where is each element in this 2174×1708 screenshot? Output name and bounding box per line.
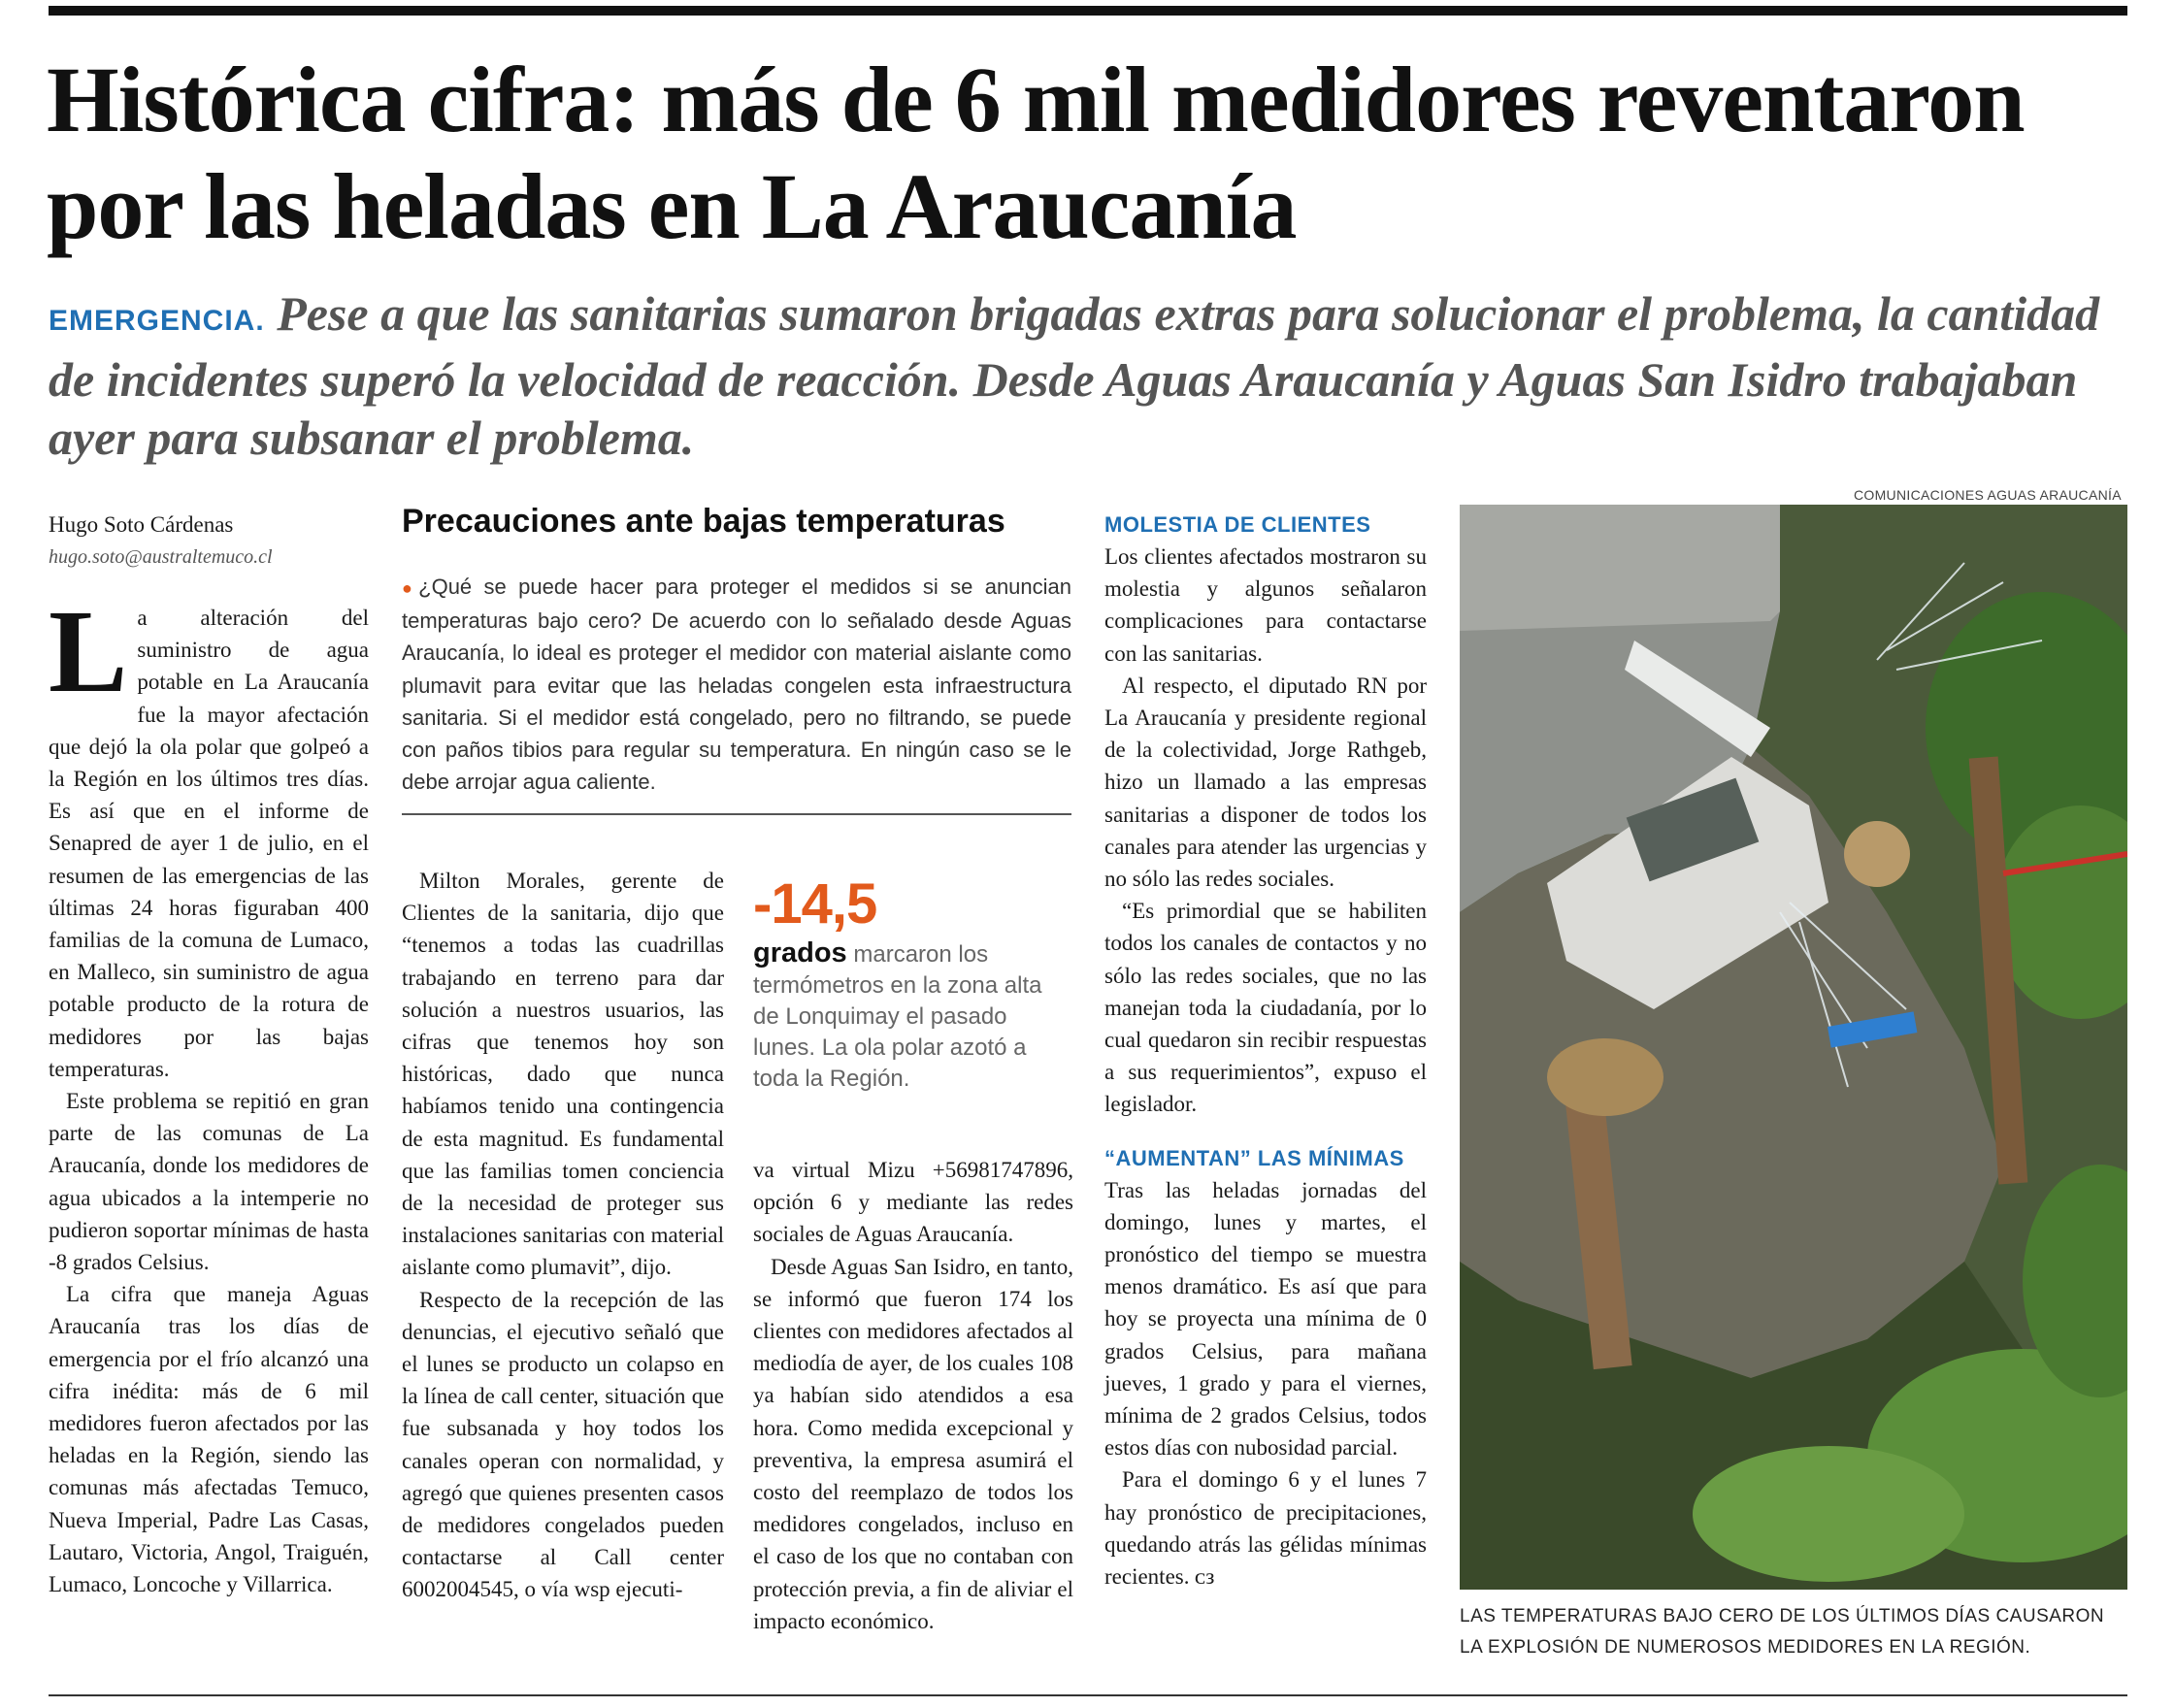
col2-paragraph-2: Respecto de la recepción de las denuncias, el ejecutivo señaló que el lunes se producto un colapso en la línea de call center, situación que fue subsanada y hoy todos los canales operan con normalidad, y agregó que quienes presenten casos de medidores congelados pueden contactarse al Call center 6002004545, o vía wsp ejecuti- (402, 1287, 724, 1602)
column-3 (753, 1154, 1073, 1637)
col4-paragraph-2: Al respecto, el diputado RN por La Araucanía y presidente regional de la colectividad, Jorge Rathgeb, hizo un llamado a las empresas sanitarias a disponer de todos los canales para atender las urgencias y no sólo las redes sociales. (1104, 673, 1427, 892)
headline: Histórica cifra: más de 6 mil medidores reventaron por las heladas en La Araucanía (47, 48, 2025, 258)
col1-paragraph-2: Este problema se repitió en gran parte de las comunas de La Araucanía, donde los medidores de agua ubicados a la intemperie no pudieron soportar mínimas de hasta -8 grados Celsius. (49, 1089, 369, 1275)
photo-credit: COMUNICACIONES AGUAS ARAUCANÍA (1854, 487, 2122, 503)
col1-paragraph-3: La cifra que maneja Aguas Araucanía tras los días de emergencia por el frío alcanzó una cifra inédita: más de 6 mil medidores fueron afectados por las heladas en la Región, siendo las comunas más afectadas Temuco, Nueva Imperial, Padre Las Casas, Lautaro, Victoria, Angol, Traiguén, Lumaco, Loncoche y Villarrica. (49, 1282, 369, 1597)
byline-author: Hugo Soto Cárdenas (49, 512, 234, 537)
water-meter-photo (1460, 505, 2127, 1590)
col4-paragraph-5 (1104, 1463, 1427, 1593)
photo-caption: LAS TEMPERATURAS BAJO CERO DE LOS ÚLTIMOS DÍAS CAUSARON LA EXPLOSIÓN DE NUMEROSOS MEDIDORES EN LA REGIÓN. (1460, 1606, 2105, 1658)
stat-description: marcaron los termómetros en la zona alta de Lonquimay el pasado lunes. La ola polar azotó a toda la Región. (753, 941, 1042, 1092)
col4-p5-text: Para el domingo 6 y el lunes 7 hay pronóstico de precipitaciones, quedando atrás las gélidas mínimas recientes. (1104, 1467, 1427, 1590)
subhead-molestia: MOLESTIA DE CLIENTES (1104, 512, 1371, 537)
col2-paragraph-1: Milton Morales, gerente de Clientes de la sanitaria, dijo que “tenemos a todas las cuadrillas trabajando en terreno para dar solución a nuestros usuarios, las cifras que tenemos hoy son históricas, dado que nunca habíamos tenido una contingencia de esta magnitud. Es fundamental que las familias tomen conciencia de la necesidad de proteger sus instalaciones sanitarias con material aislante como plumavit”, dijo. (402, 869, 724, 1280)
byline-email: hugo.soto@australtemuco.cl (49, 546, 273, 568)
box-body: ¿Qué se puede hacer para proteger el medidos si se anuncian temperaturas bajo cero? De acuerdo con lo señalado desde Aguas Araucanía, lo ideal es proteger el medidor con material aislante como plumavit para evitar que las heladas congelen esta infraestructura sanitaria. Si el medidor está congelado, pero no filtrando, se puede con paños tibios para regular su temperatura. En ningún caso se le debe arrojar agua caliente. (402, 575, 1072, 795)
col4-paragraph-4: Tras las heladas jornadas del domingo, lunes y martes, el pronóstico del tiempo se muestra menos dramático. Es así que para hoy se proyecta una mínima de 0 grados Celsius, para mañana jueves, 1 grado y para el viernes, mínima de 2 grados Celsius, todos estos días con nubosidad parcial. (1104, 1177, 1427, 1461)
column-1 (49, 509, 369, 1600)
stat-number: -14,5 (753, 872, 877, 936)
end-mark-icon: ᴄᴈ (1195, 1564, 1215, 1590)
lede (49, 284, 2125, 467)
photo-illustration (1460, 505, 2127, 1590)
dropcap: L (49, 586, 128, 717)
col3-paragraph-2: Desde Aguas San Isidro, en tanto, se informó que fueron 174 los clientes con medidores afectados al mediodía de ayer, de los cuales 108 ya habían sido atendidos a esa hora. Como medida excepcional y preventiva, la empresa asumirá el costo del reemplazo de todos los medidores congelados, incluso en el caso de los que no contaban con protección previa, a fin de aliviar el impacto económico. (753, 1254, 1073, 1633)
stat-unit: grados (753, 937, 847, 969)
subhead-aumentan: “AUMENTAN” LAS MÍNIMAS (1104, 1145, 1404, 1170)
top-rule (49, 6, 2127, 16)
box-divider (402, 813, 1071, 815)
stat-text (753, 937, 1073, 1095)
col4-paragraph-3: “Es primordial que se habiliten todos los canales de contactos y no sólo las redes sociales, que no las manejan toda la ciudadanía, por lo cual quedaron sin recibir respuestas a sus requerimientos”, expuso el legislador. (1104, 899, 1427, 1117)
lede-kicker: EMERGENCIA. (49, 305, 265, 337)
col3-paragraph-1: va virtual Mizu +56981747896, opción 6 y mediante las redes sociales de Aguas Araucanía. (753, 1158, 1073, 1247)
bottom-rule (49, 1694, 2127, 1696)
col1-p1-text: a alteración del suministro de agua potable en La Araucanía fue la mayor afectación que dejó la ola polar que golpeó a la Región en los últimos tres días. Es así que en el informe de Senapred de ayer 1 de julio, en el resumen de las emergencias de las últimas 24 horas figuraban 400 familias de la comuna de Lumaco, en Malleco, sin suministro de agua potable producto de la rotura de medidores por las bajas temperaturas. (49, 606, 369, 1081)
col4-paragraph-1: Los clientes afectados mostraron su molestia y algunos señalaron complicaciones para contactarse con las sanitarias. (1104, 544, 1427, 666)
col1-paragraph-1 (49, 586, 369, 1085)
lede-text: Pese a que las sanitarias sumaron brigadas extras para solucionar el problema, la cantidad de incidentes superó la velocidad de reacción. Desde Aguas Araucanía y Aguas San Isidro trabajaban ayer para subsanar el problema. (49, 286, 2100, 465)
bullet-icon: ● (402, 578, 419, 598)
box-title: Precauciones ante bajas temperaturas (402, 503, 1005, 540)
column-4 (1104, 509, 1427, 1593)
column-2 (402, 865, 724, 1606)
box-text (402, 571, 1071, 798)
